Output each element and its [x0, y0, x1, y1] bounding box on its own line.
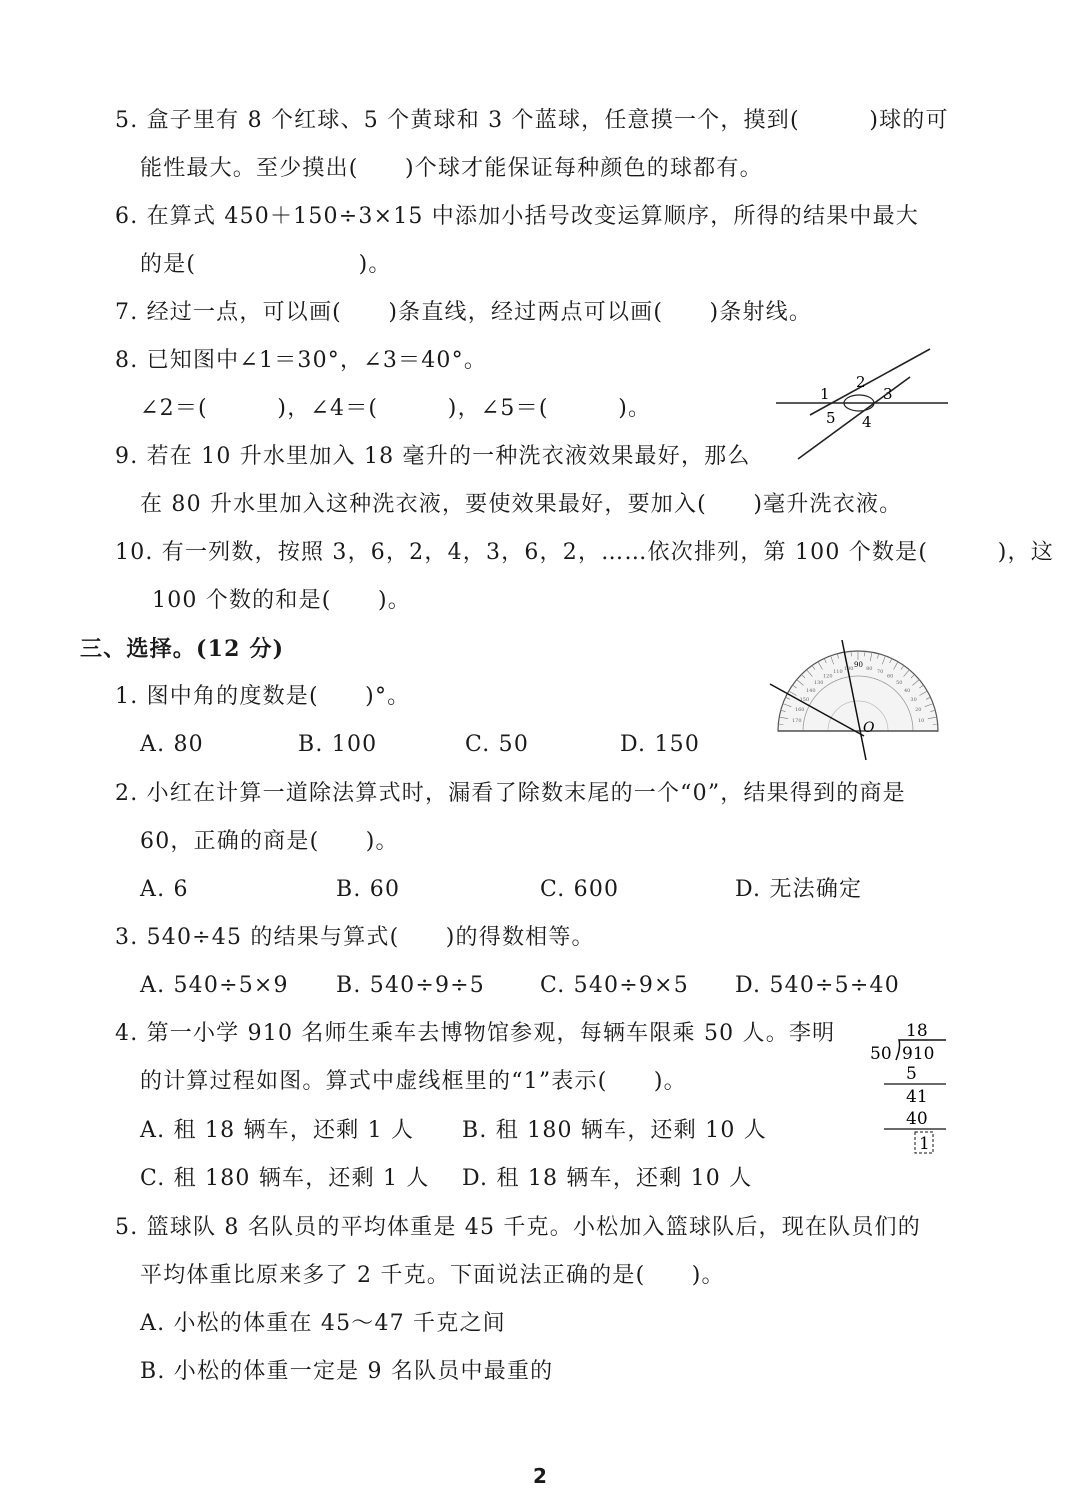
protractor-scale-number: 30 [910, 697, 917, 703]
figure-label-2: 2 [856, 373, 866, 391]
protractor-top-label: 90 [854, 661, 863, 669]
figure-label-1: 1 [820, 385, 830, 403]
figure-line-up [810, 349, 930, 415]
division-step3: 40 [906, 1109, 928, 1129]
q3-2-option-b: B. 60 [336, 877, 401, 902]
q3-5-option-a: A. 小松的体重在 45～47 千克之间 [140, 1311, 506, 1336]
q3-1-stem: 1. 图中角的度数是( )°。 [115, 684, 411, 709]
protractor-scale-number: 140 [806, 687, 816, 694]
protractor-scale-number: 80 [866, 666, 873, 672]
q3-3-stem: 3. 540÷45 的结果与算式( )的得数相等。 [115, 925, 595, 950]
q3-4-option-c: C. 租 180 辆车，还剩 1 人 [140, 1166, 430, 1191]
q3-3-option-b: B. 540÷9÷5 [336, 973, 486, 998]
q3-2-option-a: A. 6 [140, 877, 189, 902]
q3-3-option-c: C. 540÷9×5 [540, 973, 689, 998]
q3-2-option-d: D. 无法确定 [735, 877, 863, 902]
q3-2-line1: 2. 小红在计算一道除法算式时，漏看了除数末尾的一个“0”，结果得到的商是 [115, 781, 906, 806]
page-number: 2 [533, 1464, 547, 1488]
protractor-scale-number: 170 [792, 717, 802, 724]
q3-1-option-b: B. 100 [298, 732, 378, 757]
q2-5-line1: 5. 盒子里有 8 个红球、5 个黄球和 3 个蓝球，任意摸一个，摸到( )球的可 [115, 108, 949, 133]
q3-1-option-d: D. 150 [620, 732, 701, 757]
q2-7-line1: 7. 经过一点，可以画( )条直线，经过两点可以画( )条射线。 [115, 300, 813, 325]
protractor-scale-number: 20 [915, 707, 922, 714]
protractor-center-label: O [863, 720, 875, 736]
protractor-scale-number: 50 [896, 680, 903, 686]
protractor-scale-number: 160 [794, 707, 805, 714]
division-step1: 5 [906, 1064, 917, 1084]
q2-9-line1: 9. 若在 10 升水里加入 18 毫升的一种洗衣液效果最好，那么 [115, 444, 751, 469]
division-step2: 41 [906, 1087, 928, 1107]
q2-10-line2: 100 个数的和是( )。 [152, 588, 411, 613]
q3-4-line1: 4. 第一小学 910 名师生乘车去博物馆参观，每辆车限乘 50 人。李明 [115, 1021, 836, 1046]
q2-10-line1: 10. 有一列数，按照 3，6，2，4，3，6，2，……依次排列，第 100 个数是( )，这 [115, 540, 1054, 565]
q3-1-option-c: C. 50 [465, 732, 530, 757]
protractor-scale-number: 110 [833, 668, 843, 675]
figure-label-4: 4 [862, 413, 872, 431]
q2-8-line1: 8. 已知图中∠1＝30°，∠3＝40°。 [115, 348, 488, 373]
q3-1-option-a: A. 80 [140, 732, 204, 757]
figure-label-3: 3 [883, 385, 893, 403]
division-quotient: 18 [906, 1021, 928, 1041]
q3-4-option-a: A. 租 18 辆车，还剩 1 人 [140, 1118, 415, 1143]
protractor-scale-number: 60 [887, 673, 894, 680]
q3-2-option-c: C. 600 [540, 877, 620, 902]
protractor-scale-number: 100 [843, 666, 854, 672]
q3-5-line2: 平均体重比原来多了 2 千克。下面说法正确的是( )。 [140, 1263, 725, 1288]
angle-figure [770, 345, 955, 463]
long-division-figure [866, 1018, 950, 1156]
q2-6-line2: 的是( )。 [140, 252, 392, 277]
q2-6-line1: 6. 在算式 450＋150÷3×15 中添加小括号改变运算顺序，所得的结果中最大 [115, 204, 920, 229]
protractor-scale-number: 150 [799, 697, 810, 703]
figure-label-5: 5 [826, 409, 836, 427]
figure-line-down [798, 377, 910, 459]
q2-8-line2: ∠2＝( )，∠4＝( )，∠5＝( )。 [140, 396, 652, 421]
protractor-figure [768, 636, 953, 762]
q3-4-option-d: D. 租 18 辆车，还剩 10 人 [462, 1166, 753, 1191]
protractor-scale-number: 40 [904, 687, 911, 694]
q3-3-option-a: A. 540÷5×9 [140, 973, 289, 998]
q3-2-line2: 60，正确的商是( )。 [140, 829, 399, 854]
q2-9-line2: 在 80 升水里加入这种洗衣液，要使效果最好，要加入( )毫升洗衣液。 [140, 492, 903, 517]
q3-3-option-d: D. 540÷5÷40 [735, 973, 900, 998]
protractor-scale-number: 70 [876, 668, 884, 675]
division-dividend: 910 [902, 1044, 935, 1064]
q3-5-option-b: B. 小松的体重一定是 9 名队员中最重的 [140, 1359, 554, 1384]
protractor-scale-number: 130 [813, 680, 824, 686]
division-remainder: 1 [919, 1134, 930, 1154]
q2-5-line2: 能性最大。至少摸出( )个球才能保证每种颜色的球都有。 [140, 156, 763, 181]
division-divisor: 50 [870, 1044, 892, 1064]
protractor-scale-number: 120 [823, 673, 833, 680]
protractor-scale-number: 10 [918, 717, 925, 724]
q3-4-option-b: B. 租 180 辆车，还剩 10 人 [462, 1118, 767, 1143]
q3-4-line2: 的计算过程如图。算式中虚线框里的“1”表示( )。 [140, 1069, 687, 1094]
section-3-heading: 三、选择。(12 分) [80, 636, 285, 662]
q3-5-line1: 5. 篮球队 8 名队员的平均体重是 45 千克。小松加入篮球队后，现在队员们的 [115, 1215, 921, 1240]
